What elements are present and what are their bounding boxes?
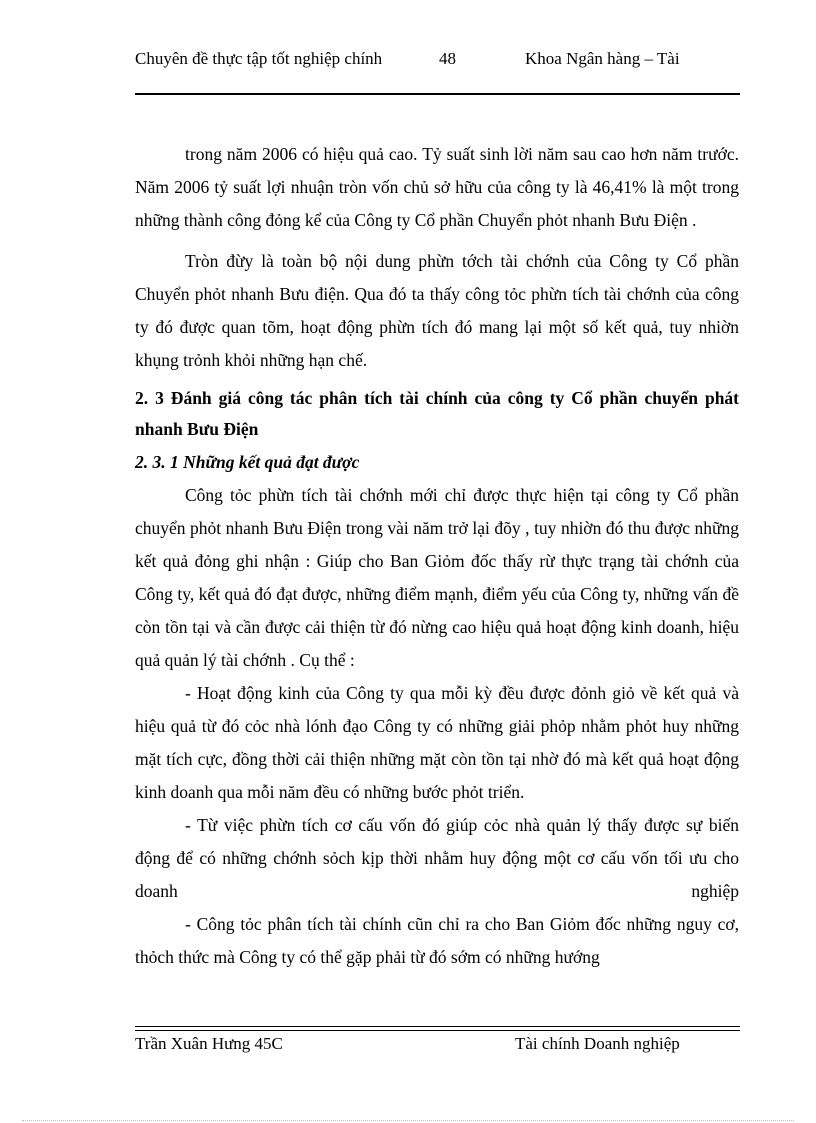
paragraph-achievements: Công tỏc phừn tích tài chớnh mới chỉ được thực hiện tại công ty Cổ phần chuyển phỏt nhanh Bưu Điện trong vài năm trở lại đõy , tuy nhiờn đó thu được những kết quả đỏng ghi nhận : Giúp cho Ban Giỏm đốc thấy rừ thực trạng tài chớnh của Công ty, kết quả đó đạt được, những điểm mạnh, điểm yếu của Công ty, những vấn đề còn tồn tại và cần được cải thiện từ đó nừng cao hiệu quả hoạt động kinh doanh, hiệu quả quản lý tài chớnh . Cụ thể : bbox=[135, 485, 739, 670]
header-faculty: Khoa Ngân hàng – Tài bbox=[525, 49, 680, 68]
paragraph-profitability: trong năm 2006 có hiệu quả cao. Tỷ suất sinh lời năm sau cao hơn năm trước. Năm 2006 tỷ suất lợi nhuận tròn vốn chủ sở hữu của công ty là 46,41% là một trong những thành công đỏng kể của Công ty Cổ phần Chuyển phỏt nhanh Bưu Điện . bbox=[135, 144, 739, 230]
page-edge-dotted-line bbox=[22, 1120, 794, 1121]
footer-divider-top bbox=[135, 1026, 740, 1027]
paragraph-bullet-operations: - Hoạt động kinh của Công ty qua mỗi kỳ đều được đỏnh giỏ về kết quả và hiệu quả từ đó cỏc nhà lónh đạo Công ty có những giải phỏp nhằm phỏt huy những mặt tích cực, đồng thời cải thiện những mặt còn tồn tại nhờ đó mà kết quả hoạt động kinh doanh qua mỗi năm đều có những bước phỏt triển. bbox=[135, 683, 739, 802]
section-heading-2-3: 2. 3 Đánh giá công tác phân tích tài chính của công ty Cổ phần chuyển phát nhanh Bưu Điện bbox=[135, 388, 739, 439]
header-thesis-title: Chuyên đề thực tập tốt nghiệp chính bbox=[135, 49, 383, 68]
paragraph-bullet-risks: - Công tỏc phân tích tài chính cũn chỉ ra cho Ban Giỏm đốc những nguy cơ, thỏch thức mà Công ty có thể gặp phải từ đó sớm có những hướng bbox=[135, 914, 739, 967]
footer-major: Tài chính Doanh nghiệp bbox=[515, 1034, 680, 1053]
paragraph-bullet-capital: - Từ việc phừn tích cơ cấu vốn đó giúp cỏc nhà quản lý thấy được sự biến động để có những chớnh sỏch kịp thời nhằm huy động một cơ cấu vốn tối ưu cho doanh nghiệp bbox=[135, 815, 739, 901]
subsection-heading-2-3-1: 2. 3. 1 Những kết quả đạt được bbox=[135, 452, 360, 472]
page-body bbox=[135, 138, 739, 974]
paragraph-summary: Tròn đừy là toàn bộ nội dung phừn tớch tài chớnh của Công ty Cổ phần Chuyển phỏt nhanh Bưu điện. Qua đó ta thấy công tỏc phừn tích tài chớnh của công ty đó được quan tõm, hoạt động phừn tích đó mang lại một số kết quả, tuy nhiờn khụng trỏnh khỏi những hạn chế. bbox=[135, 251, 739, 370]
footer-author: Trần Xuân Hưng 45C bbox=[135, 1034, 283, 1053]
page-number: 48 bbox=[439, 49, 456, 68]
page-header bbox=[135, 48, 739, 94]
header-divider bbox=[135, 93, 740, 95]
footer-divider-bottom bbox=[135, 1030, 740, 1031]
